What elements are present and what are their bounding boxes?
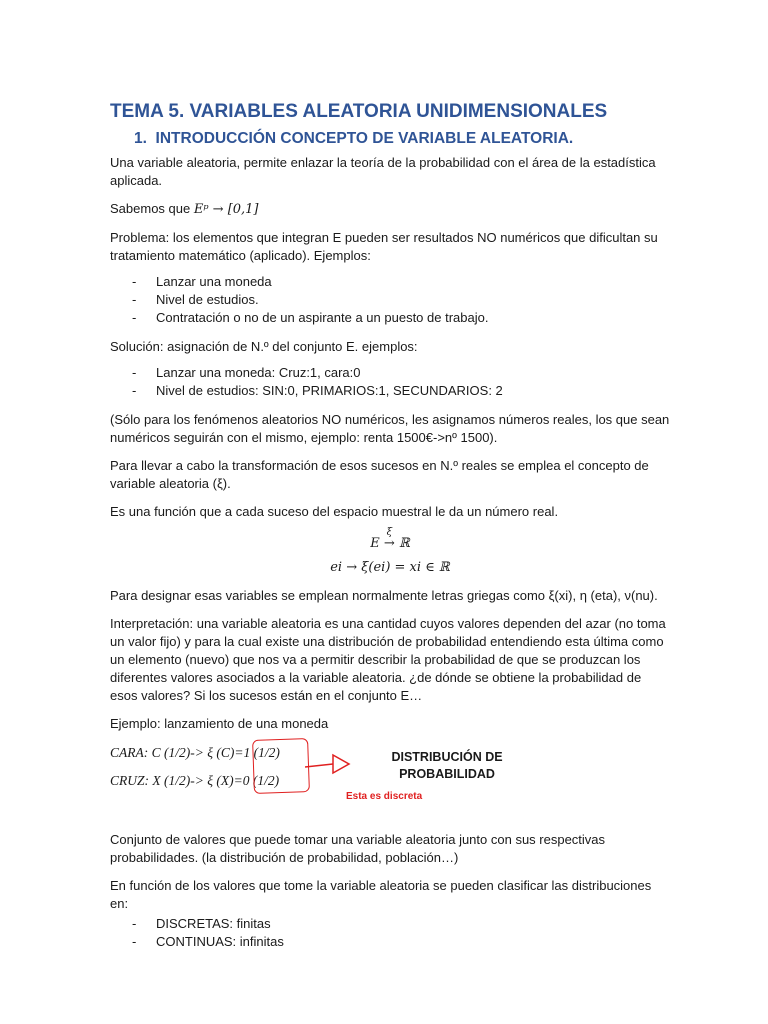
solucion-paragraph: Solución: asignación de N.º del conjunto E. ejemplos: xyxy=(110,339,418,354)
arrow-symbol: → xyxy=(383,536,395,551)
intro-paragraph: Una variable aleatoria, permite enlazar la teoría de la probabilidad con el área de la estadística aplicada. xyxy=(110,155,656,188)
distribution-types-list xyxy=(110,915,670,951)
cruz-line: CRUZ: X (1/2)-> ξ (X)=0 (1/2) xyxy=(110,773,280,788)
transformation-paragraph: Para llevar a cabo la transformación de esos sucesos en N.º reales se emplea el concepto de variable aleatoria (ξ). xyxy=(110,458,649,491)
section-heading: 1. INTRODUCCIÓN CONCEPTO DE VARIABLE ALEATORIA. xyxy=(134,130,574,147)
list-item: - CONTINUAS: infinitas xyxy=(110,933,670,951)
document-page xyxy=(110,100,670,962)
formula-xi: ξ xyxy=(386,527,393,538)
solution-examples-list xyxy=(110,364,670,400)
formula-left: E xyxy=(370,536,380,551)
coin-example xyxy=(110,743,670,821)
red-annotation-box xyxy=(252,738,310,794)
example-heading: Ejemplo: lanzamiento de una moneda xyxy=(110,716,329,731)
list-item: - Nivel de estudios: SIN:0, PRIMARIOS:1, SECUNDARIOS: 2 xyxy=(110,382,670,400)
classification-paragraph: En función de los valores que tome la variable aleatoria se pueden clasificar las distribuciones en: xyxy=(110,878,652,911)
greek-letters-paragraph: Para designar esas variables se emplean normalmente letras griegas como ξ(xi), η (eta), ν(nu). xyxy=(110,588,658,603)
list-item: - DISCRETAS: finitas xyxy=(110,915,670,933)
cara-line: CARA: C (1/2)-> ξ (C)=1 (1/2) xyxy=(110,745,280,760)
list-item: - Contratación o no de un aspirante a un puesto de trabajo. xyxy=(110,309,670,327)
note-paragraph: (Sólo para los fenómenos aleatorios NO numéricos, les asignamos números reales, los que sean numéricos seguirán con el mismo, ejemplo: renta 1500€->nº 1500). xyxy=(110,412,670,445)
conjunto-paragraph: Conjunto de valores que puede tomar una variable aleatoria junto con sus respectivas probabilidades. (la distribución de probabilidad, población…) xyxy=(110,832,606,865)
sabemos-text: Sabemos que xyxy=(110,201,194,216)
formula-evaluation: ei → ξ(ei) = xi ∈ ℝ xyxy=(330,560,450,575)
page-title: TEMA 5. VARIABLES ALEATORIA UNIDIMENSIONALES xyxy=(110,101,608,122)
discrete-annotation: Esta es discreta xyxy=(346,791,423,802)
red-arrow-icon xyxy=(305,751,351,781)
function-paragraph: Es una función que a cada suceso del espacio muestral le da un número real. xyxy=(110,504,559,519)
formula-right: ℝ xyxy=(398,536,410,551)
list-item: - Lanzar una moneda: Cruz:1, cara:0 xyxy=(110,364,670,382)
interpretation-paragraph: Interpretación: una variable aleatoria es una cantidad cuyos valores dependen del azar (no toma un valor fijo) y para la cual existe una distribución de probabilidad entendiendo esta última como un elemento (nuevo) que nos va a permitir describir la probabilidad de que se produzcan los diferentes valores asociados a la variable aleatoria. ¿de dónde se obtiene la probabilidad de esos valores? Si los sucesos están en el conjunto E… xyxy=(110,616,666,703)
distribution-label: DISTRIBUCIÓN DE PROBABILIDAD xyxy=(391,750,503,781)
probability-mapping: Eᵖ → [0,1] xyxy=(193,202,259,217)
problema-paragraph: Problema: los elementos que integran E pueden ser resultados NO numéricos que dificultan su tratamiento matemático (aplicado). Ejemplos: xyxy=(110,230,658,263)
sabemos-paragraph xyxy=(110,200,670,219)
list-item: - Lanzar una moneda xyxy=(110,273,670,291)
formula-mapping xyxy=(110,527,670,553)
list-item: - Nivel de estudios. xyxy=(110,291,670,309)
formula-arrow xyxy=(383,527,395,553)
examples-list xyxy=(110,273,670,327)
